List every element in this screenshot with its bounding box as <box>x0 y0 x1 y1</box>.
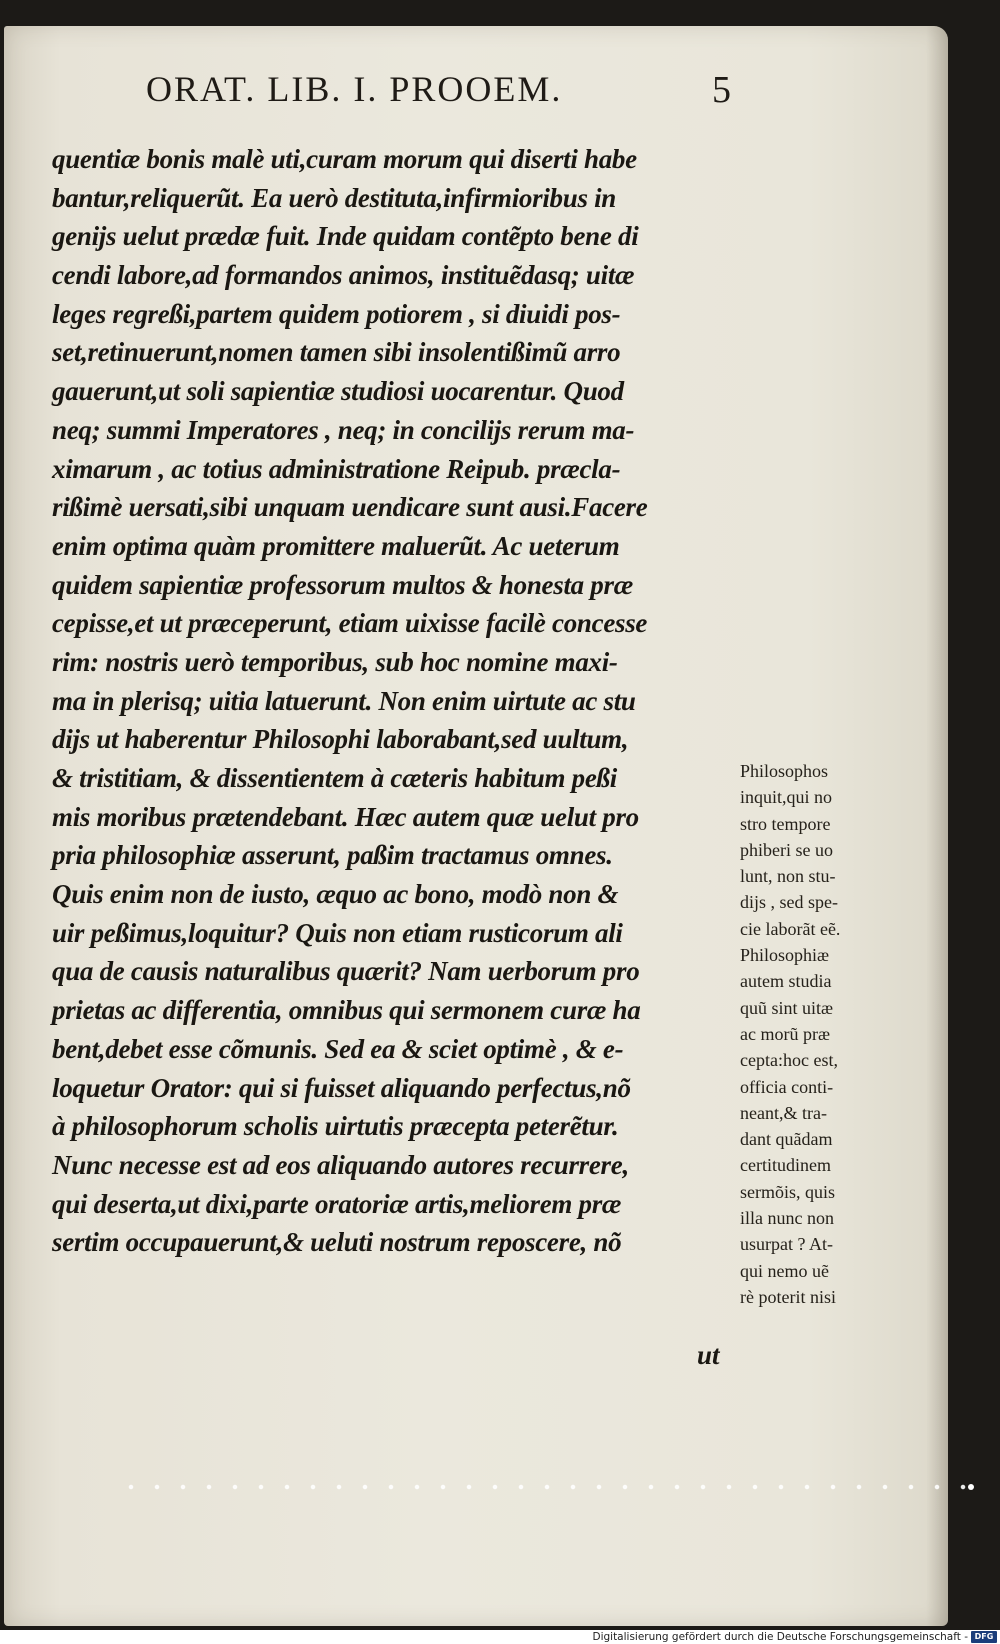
body-line: neq; summi Imperatores , neq; in concilijs rerum ma- <box>52 414 635 445</box>
margin-note-line: quũ sint uitæ <box>740 997 834 1018</box>
body-line: qua de causis naturalibus quærit? Nam uerborum pro <box>52 956 640 987</box>
body-line: enim optima quàm promittere maluerũt. Ac ueterum <box>52 530 620 561</box>
body-line: ximarum , ac totius administratione Reipub. præcla- <box>52 453 621 484</box>
margin-note-line: Philosophiæ <box>740 945 830 966</box>
margin-note-line: autem studia <box>740 971 832 992</box>
body-line: & tristitiam, & dissentientem à cæteris habitum peßi <box>52 763 617 793</box>
body-line: uir peßimus,loquitur? Quis non etiam rusticorum ali <box>52 917 623 948</box>
margin-note-line: stro tempore <box>740 813 831 834</box>
body-line: gauerunt,ut soli sapientiæ studiosi uocarentur. Quod <box>52 376 624 407</box>
body-line: quidem sapientiæ professorum multos & honesta præ <box>52 569 633 600</box>
margin-note-line: ac morũ præ <box>740 1023 830 1044</box>
body-line: Nunc necesse est ad eos aliquando autores recurrere, <box>52 1149 629 1180</box>
body-line: bent,debet esse cõmunis. Sed ea & sciet optimè , & e- <box>52 1033 624 1064</box>
body-line: cepisse,et ut præceperunt, etiam uixisse facilè concesse <box>52 608 648 639</box>
footer <box>0 1630 1000 1644</box>
margin-note-line: certitudinem <box>740 1155 831 1176</box>
body-line: cendi labore,ad formandos animos, instituẽdasq; uitæ <box>52 260 635 291</box>
margin-note <box>740 758 890 1310</box>
margin-note-line: neant,& tra- <box>740 1102 827 1123</box>
body-line: prietas ac differentia, omnibus qui sermonem curæ ha <box>52 995 641 1026</box>
page-edge-shadow <box>926 26 948 1626</box>
body-line: dijs ut haberentur Philosophi laborabant,sed uultum, <box>52 724 629 755</box>
margin-note-line: phiberi se uo <box>740 839 833 860</box>
body-line: rim: nostris uerò temporibus, sub hoc nomine maxi- <box>52 646 618 677</box>
margin-note-line: inquit,qui no <box>740 787 833 808</box>
body-line: Quis enim non de iusto, æquo ac bono, modò non & <box>52 879 619 910</box>
body-line: mis moribus prætendebant. Hæc autem quæ uelut pro <box>52 801 639 832</box>
margin-note-line: Philosophos <box>740 761 829 781</box>
margin-note-line: sermõis, quis <box>740 1181 836 1202</box>
funding-credit: Digitalisierung gefördert durch die Deutsche Forschungsgemeinschaft - <box>592 1631 968 1643</box>
body-line: quentiæ bonis malè uti,curam morum qui diserti habe <box>52 144 637 174</box>
body-line: qui deserta,ut dixi,parte oratoriæ artis,meliorem præ <box>52 1188 622 1219</box>
scan-marker-dots <box>118 1484 978 1490</box>
body-line: pria philosophiæ asserunt, paßim tractamus omnes. <box>52 840 613 871</box>
body-line: loquetur Orator: qui si fuisset aliquando perfectus,nõ <box>52 1072 631 1103</box>
margin-note-line: cie laborãt eẽ. <box>740 918 841 939</box>
body-line: bantur,reliquerũt. Ea uerò destituta,infirmioribus in <box>52 182 617 213</box>
body-line: leges regreßi,partem quidem potiorem , si diuidi pos- <box>52 298 621 329</box>
margin-note-line: dijs , sed spe- <box>740 892 838 913</box>
dfg-logo: DFG <box>971 1631 997 1643</box>
body-line: sertim occupauerunt,& ueluti nostrum reposcere, nõ <box>52 1227 622 1258</box>
margin-note-line: illa nunc non <box>740 1208 834 1229</box>
margin-note-line: cepta:hoc est, <box>740 1050 838 1071</box>
running-head: ORAT. LIB. I. PROOEM. <box>146 69 563 109</box>
page-header <box>146 68 806 128</box>
body-line: à philosophorum scholis uirtutis præcepta peterẽtur. <box>52 1111 619 1142</box>
margin-note-line: dant quãdam <box>740 1129 833 1150</box>
margin-note-line: usurpat ? At- <box>740 1234 833 1255</box>
body-line: ma in plerisq; uitia latuerunt. Non enim uirtute ac stu <box>52 685 636 716</box>
body-line: rißimè uersati,sibi unquam uendicare sunt ausi.Facere <box>52 492 648 523</box>
body-text <box>52 140 712 1262</box>
margin-note-line: lunt, non stu- <box>740 866 836 887</box>
catchword: ut <box>697 1340 720 1370</box>
scan-marker-dot <box>968 1484 974 1490</box>
body-line: genijs uelut prædæ fuit. Inde quidam contẽpto bene di <box>52 221 639 252</box>
margin-note-line: qui nemo uẽ <box>740 1260 829 1281</box>
margin-note-line: rè poterit nisi <box>740 1286 836 1307</box>
page-number: 5 <box>712 69 731 111</box>
margin-note-line: officia conti- <box>740 1076 834 1097</box>
body-line: set,retinuerunt,nomen tamen sibi insolentißimũ arro <box>52 337 621 368</box>
